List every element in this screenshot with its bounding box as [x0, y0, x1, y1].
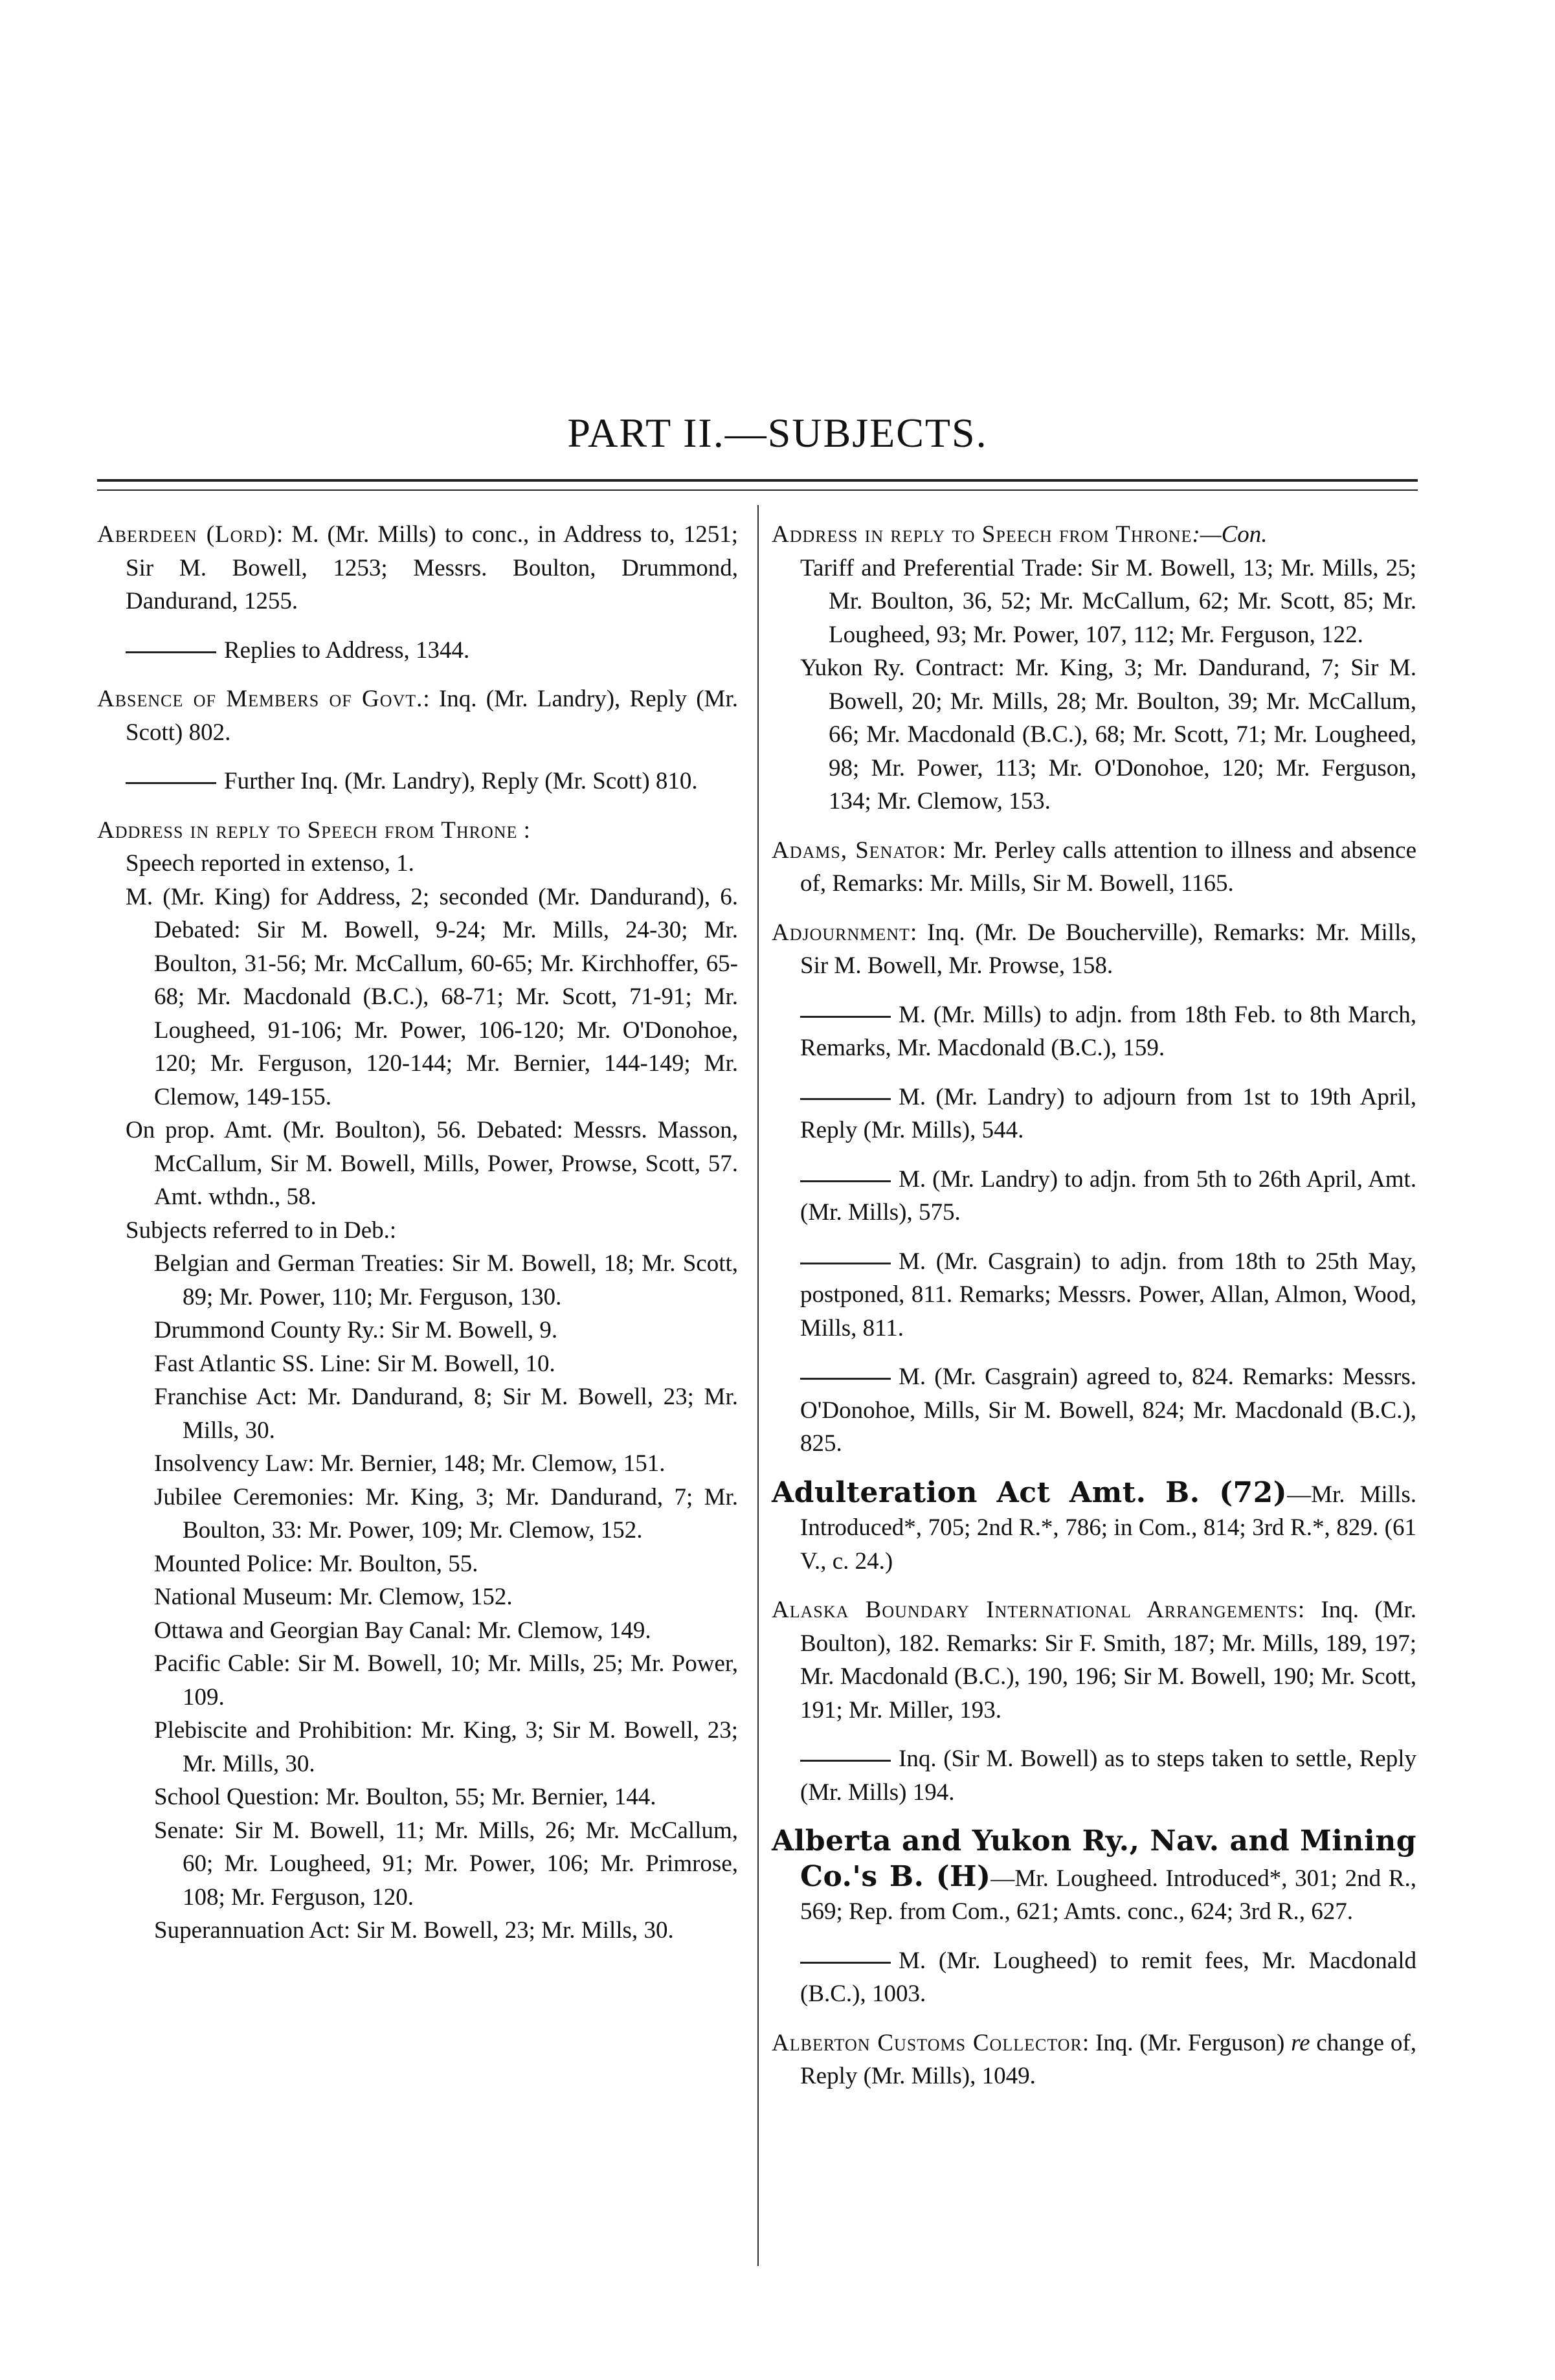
subject-item: Franchise Act: Mr. Dandurand, 8; Sir M. Bowell, 23; Mr. Mills, 30. [154, 1384, 738, 1444]
adjournment-item [772, 1163, 1416, 1229]
address-moved: M. (Mr. King) for Address, 2; seconded (Mr. Dandurand), 6. Debated: Sir M. Bowell, 9-24; Mr. Mills, 24-30; Mr. Boulton, 31-56; Mr. McCallum, 60-65; Mr. Kirchhoffer, 65-68; Mr. Macdonald (B.C.), 68-71; Mr. Scott, 71-91; Mr. Lougheed, 91-106; Mr. Power, 106-120; Mr. O'Donohoe, 120; Mr. Ferguson, 120-144; Mr. Bernier, 144-149; Mr. Clemow, 149-155. [126, 883, 738, 1110]
entry-text: M. (Mr. Lougheed) to remit fees, Mr. Macdonald (B.C.), 1003. [800, 1947, 1416, 2007]
entry-alaska [772, 1593, 1416, 1727]
subject-item: Senate: Sir M. Bowell, 11; Mr. Mills, 26; Mr. McCallum, 60; Mr. Lougheed, 91; Mr. Power, 106; Mr. Primrose, 108; Mr. Ferguson, 120. [154, 1817, 738, 1911]
entry-aberdeen [97, 518, 738, 618]
entry-heading: Address in reply to Speech from Throne [97, 816, 518, 844]
entry-text: : Inq. (Mr. Landry), Reply (Mr. Scott) 802. [126, 686, 738, 746]
em-dash-rule [800, 1016, 891, 1018]
subject-item: Insolvency Law: Mr. Bernier, 148; Mr. Clemow, 151. [154, 1450, 666, 1477]
entry-text: Inq. (Sir M. Bowell) as to steps taken to settle, Reply (Mr. Mills) 194. [800, 1746, 1416, 1806]
adjournment-item [772, 1360, 1416, 1461]
entry-text: : Mr. Perley calls attention to illness and absence of, Remarks: Mr. Mills, Sir M. Bowell, 1165. [800, 836, 1416, 897]
em-dash-rule [800, 1962, 891, 1964]
subject-item: Fast Atlantic SS. Line: Sir M. Bowell, 10. [154, 1350, 555, 1377]
subject-item: National Museum: Mr. Clemow, 152. [154, 1584, 513, 1610]
entry-adams [772, 834, 1416, 901]
entry-text: : M. (Mr. Mills) to conc., in Address to, 1251; Sir M. Bowell, 1253; Messrs. Boulton, Drummond, Dandurand, 1255. [126, 521, 738, 614]
subject-item: Tariff and Preferential Trade: Sir M. Bowell, 13; Mr. Mills, 25; Mr. Boulton, 36, 52; Mr. McCallum, 62; Mr. Scott, 85; Mr. Lougheed, 93; Mr. Power, 107, 112; Mr. Ferguson, 122. [800, 554, 1416, 648]
page-title: PART II.—SUBJECTS. [567, 410, 988, 456]
entry-alberta [772, 1824, 1416, 1929]
entry-text: : Inq. (Mr. Ferguson) [1082, 2029, 1292, 2056]
entry-adulteration [772, 1476, 1416, 1578]
column-divider [757, 505, 759, 2266]
entry-text: —Mr. Mills. Introduced*, 705; 2nd R.*, 786; in Com., 814; 3rd R.*, 829. (61 V., c. 24.) [800, 1481, 1416, 1575]
address-speech: Speech reported in extenso, 1. [126, 850, 414, 877]
subject-item: Yukon Ry. Contract: Mr. King, 3; Mr. Dandurand, 7; Sir M. Bowell, 20; Mr. Mills, 28; Mr. Boulton, 39; Mr. McCallum, 66; Mr. Macdonald (B.C.), 68; Mr. Scott, 71; Mr. Lougheed, 98; Mr. Power, 113; Mr. O'Donohoe, 120; Mr. Ferguson, 134; Mr. Clemow, 153. [800, 655, 1416, 814]
subject-item: Pacific Cable: Sir M. Bowell, 10; Mr. Mills, 25; Mr. Power, 109. [154, 1650, 738, 1711]
subject-item: Jubilee Ceremonies: Mr. King, 3; Mr. Dandurand, 7; Mr. Boulton, 33: Mr. Power, 109; Mr. Clemow, 152. [154, 1483, 738, 1544]
entry-alaska-inq [772, 1742, 1416, 1809]
entry-heading: Alaska Boundary International Arrangements: [772, 1597, 1306, 1623]
entry-heading: Adams, Senator [772, 836, 939, 864]
entry-address [97, 814, 738, 848]
entry-text: M. (Mr. Casgrain) agreed to, 824. Remarks: Messrs. O'Donohoe, Mills, Sir M. Bowell, 824; Mr. Macdonald (B.C.), 825. [800, 1364, 1416, 1457]
title-rule-thin [97, 489, 1418, 491]
entry-text: M. (Mr. Mills) to adjn. from 18th Feb. to 8th March, Remarks, Mr. Macdonald (B.C.), 159. [800, 1001, 1416, 1061]
entry-address-continued [772, 518, 1416, 552]
em-dash-rule [800, 1098, 891, 1100]
entry-alberta-fees [772, 1944, 1416, 2011]
entry-absence-further [97, 765, 738, 798]
continued-label: :—Con. [1192, 521, 1268, 548]
entry-adjournment [772, 916, 1416, 983]
entry-colon: : [517, 816, 530, 844]
entry-heading-bold: Adulteration Act Amt. B. (72) [772, 1476, 1288, 1509]
entry-text: Further Inq. (Mr. Landry), Reply (Mr. Scott) 810. [224, 768, 698, 794]
entry-text: Replies to Address, 1344. [224, 636, 470, 664]
entry-heading: Absence of Members of Govt. [97, 686, 423, 712]
em-dash-rule [800, 1263, 891, 1264]
right-column [772, 518, 1416, 2109]
entry-aberdeen-replies [97, 634, 738, 668]
adjournment-item [772, 998, 1416, 1065]
subject-item: Ottawa and Georgian Bay Canal: Mr. Clemow, 149. [154, 1617, 651, 1644]
entry-absence [97, 682, 738, 749]
entry-text-italic: re [1291, 2029, 1310, 2056]
adjournment-item [772, 1245, 1416, 1345]
title-rule-thick [97, 479, 1418, 482]
adjournment-item [772, 1081, 1416, 1147]
left-column [97, 518, 738, 1948]
entry-text: change of, Reply (Mr. Mills), 1049. [800, 2029, 1416, 2089]
subject-item: Plebiscite and Prohibition: Mr. King, 3; Sir M. Bowell, 23; Mr. Mills, 30. [154, 1717, 738, 1777]
subject-item: Superannuation Act: Sir M. Bowell, 23; Mr. Mills, 30. [154, 1917, 674, 1944]
entry-text: —Mr. Lougheed. Introduced*, 301; 2nd R., 569; Rep. from Com., 621; Amts. conc., 624; 3rd R., 627. [800, 1865, 1416, 1925]
subject-item: Belgian and German Treaties: Sir M. Bowell, 18; Mr. Scott, 89; Mr. Power, 110; Mr. Ferguson, 130. [154, 1250, 738, 1310]
entry-heading: Aberdeen (Lord) [97, 521, 276, 548]
em-dash-rule [800, 1180, 891, 1182]
entry-heading: Address in reply to Speech from Throne [772, 521, 1192, 548]
entry-text: : Inq. (Mr. De Boucherville), Remarks: Mr. Mills, Sir M. Bowell, Mr. Prowse, 158. [800, 919, 1416, 979]
em-dash-rule [800, 1378, 891, 1380]
em-dash-rule [126, 651, 216, 653]
subject-item: School Question: Mr. Boulton, 55; Mr. Bernier, 144. [154, 1784, 656, 1810]
entry-text: M. (Mr. Casgrain) to adjn. from 18th to 25th May, postponed, 811. Remarks; Messrs. Power, Allan, Almon, Wood, Mills, 811. [800, 1248, 1416, 1342]
address-subjects-intro: Subjects referred to in Deb.: [126, 1217, 397, 1244]
entry-heading-bold: Alberta and Yukon Ry., Nav. and Mining Co.'s B. (H) [772, 1824, 1416, 1893]
subject-item: Mounted Police: Mr. Boulton, 55. [154, 1550, 478, 1577]
entry-text: Inq. (Mr. Boulton), 182. Remarks: Sir F. Smith, 187; Mr. Mills, 189, 197; Mr. Macdonald (B.C.), 190, 196; Sir M. Bowell, 190; Mr. Scott, 191; Mr. Miller, 193. [800, 1597, 1417, 1723]
entry-heading: Alberton Customs Collector [772, 2029, 1082, 2056]
entry-text: M. (Mr. Landry) to adjourn from 1st to 19th April, Reply (Mr. Mills), 544. [800, 1083, 1416, 1143]
subject-item: Drummond County Ry.: Sir M. Bowell, 9. [154, 1317, 558, 1343]
em-dash-rule [800, 1760, 891, 1762]
entry-heading: Adjournment [772, 919, 910, 946]
entry-alberton [772, 2026, 1416, 2093]
entry-text: M. (Mr. Landry) to adjn. from 5th to 26th April, Amt. (Mr. Mills), 575. [800, 1165, 1416, 1226]
address-amendment: On prop. Amt. (Mr. Boulton), 56. Debated: Messrs. Masson, McCallum, Sir M. Bowell, Mills, Power, Prowse, Scott, 57. Amt. wthdn., 58. [126, 1117, 738, 1210]
em-dash-rule [126, 782, 216, 784]
